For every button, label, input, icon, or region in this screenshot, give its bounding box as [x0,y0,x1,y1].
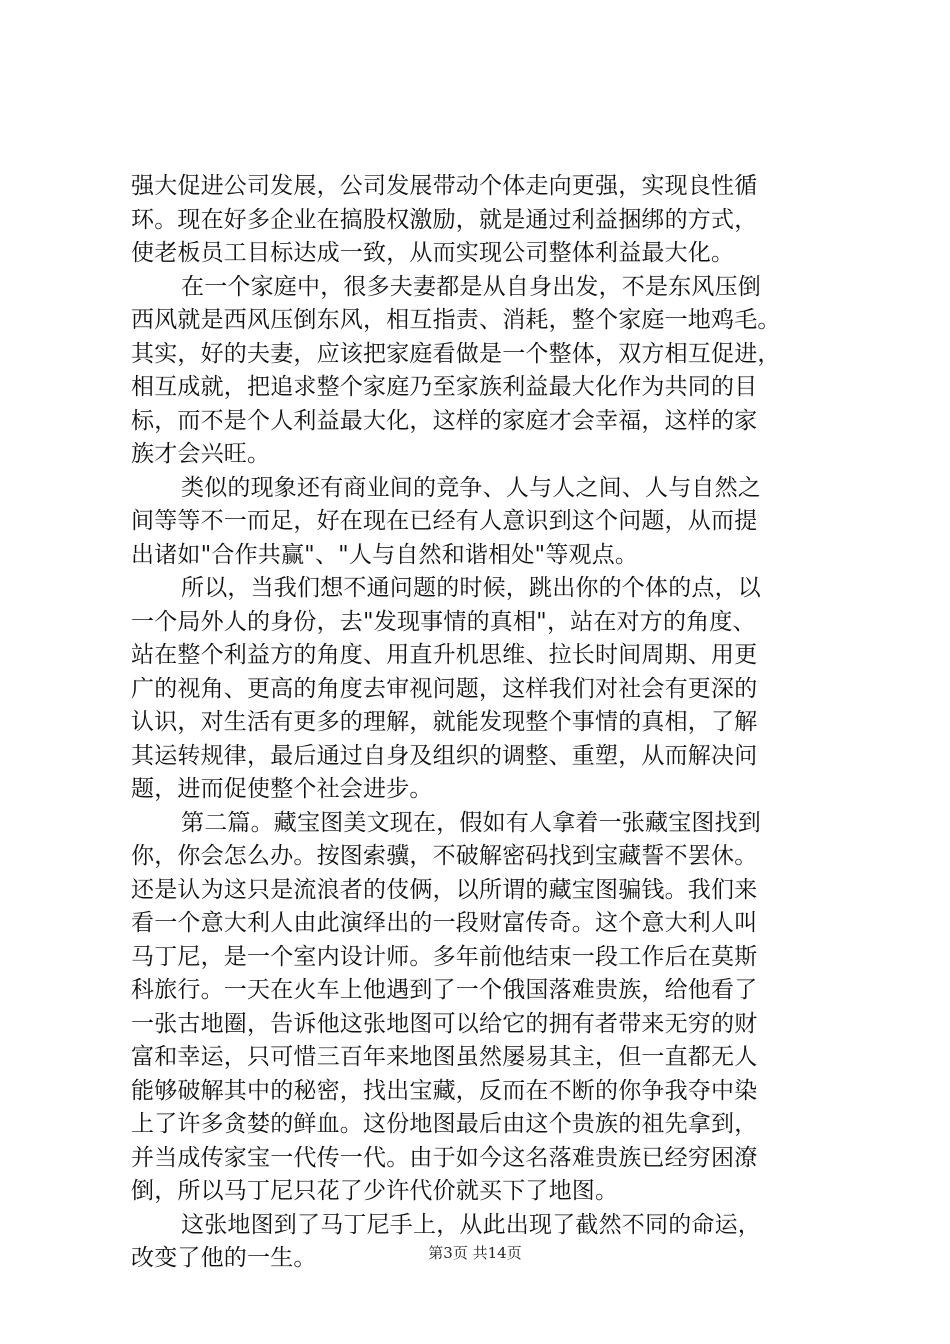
paragraph-first-line: 所以，当我们想不通问题的时候，跳出你的个体的点，以 [181,575,761,601]
text-line: 其运转规律，最后通过自身及组织的调整、重塑，从而解决问 [131,742,758,769]
text-line: 族才会兴旺。 [131,441,271,467]
text-line: 其实，好的夫妻，应该把家庭看做是一个整体，双方相互促进， [131,340,781,367]
text-line: 你，你会怎么办。按图索骥，不破解密码找到宝藏誓不罢休。 [131,843,758,869]
text-line: 强大促进公司发展，公司发展带动个体走向更强，实现良性循 [131,173,758,199]
text-line: 出诸如"合作共赢"、"人与自然和谐相处"等观点。 [131,541,639,568]
paragraph-first-line: 这张地图到了马丁尼手上，从此出现了截然不同的命运， [181,1211,761,1238]
text-line: 还是认为这只是流浪者的伎俩，以所谓的藏宝图骗钱。我们来 [131,876,758,903]
text-line: 一张古地圈，告诉他这张地图可以给它的拥有者带来无穷的财 [131,1010,758,1037]
text-line: 广的视角、更高的角度去审视问题，这样我们对社会有更深的 [131,675,758,702]
text-line: 间等等不一而足，好在现在已经有人意识到这个问题，从而提 [131,508,758,534]
text-line: 题，进而促使整个社会进步。 [131,776,433,802]
text-line: 标，而不是个人利益最大化，这样的家庭才会幸福，这样的家 [131,407,758,434]
paragraph-first-line: 第二篇。藏宝图美文现在，假如有人拿着一张藏宝图找到 [181,809,761,836]
text-line: 倒，所以马丁尼只花了少许代价就买下了地图。 [131,1178,619,1204]
text-line: 认识，对生活有更多的理解，就能发现整个事情的真相，了解 [131,709,758,735]
text-line: 上了许多贪婪的鲜血。这份地图最后由这个贵族的祖先拿到， [131,1111,758,1137]
text-line: 一个局外人的身份，去"发现事情的真相"，站在对方的角度、 [131,608,756,635]
text-line: 改变了他的一生。 [131,1245,317,1271]
text-line: 站在整个利益方的角度、用直升机思维、拉长时间周期、用更 [131,642,758,668]
text-line: 西风就是西风压倒东风，相互指责、消耗，整个家庭一地鸡毛。 [131,307,781,333]
text-line: 马丁尼，是一个室内设计师。多年前他结束一段工作后在莫斯 [131,943,758,970]
paragraph-first-line: 类似的现象还有商业间的竞争、人与人之间、人与自然之 [181,474,761,501]
text-line: 环。现在好多企业在搞股权激励，就是通过利益捆绑的方式， [131,206,758,233]
paragraph-first-line: 在一个家庭中，很多夫妻都是从自身出发，不是东风压倒 [181,273,761,300]
page-number-footer: 第3页 共14页 [428,1244,522,1262]
text-line: 相互成就，把追求整个家庭乃至家族利益最大化作为共同的目 [131,374,758,400]
text-line: 科旅行。一天在火车上他遇到了一个俄国落难贵族，给他看了 [131,977,758,1003]
text-line: 并当成传家宝一代传一代。由于如今这名落难贵族已经穷困潦 [131,1144,758,1171]
text-line: 能够破解其中的秘密，找出宝藏，反而在不断的你争我夺中染 [131,1077,758,1104]
text-line: 使老板员工目标达成一致，从而实现公司整体利益最大化。 [131,240,735,266]
text-line: 看一个意大利人由此演绎出的一段财富传奇。这个意大利人叫 [131,910,758,936]
text-line: 富和幸运，只可惜三百年来地图虽然屡易其主，但一直都无人 [131,1044,758,1070]
document-body [131,170,831,1276]
